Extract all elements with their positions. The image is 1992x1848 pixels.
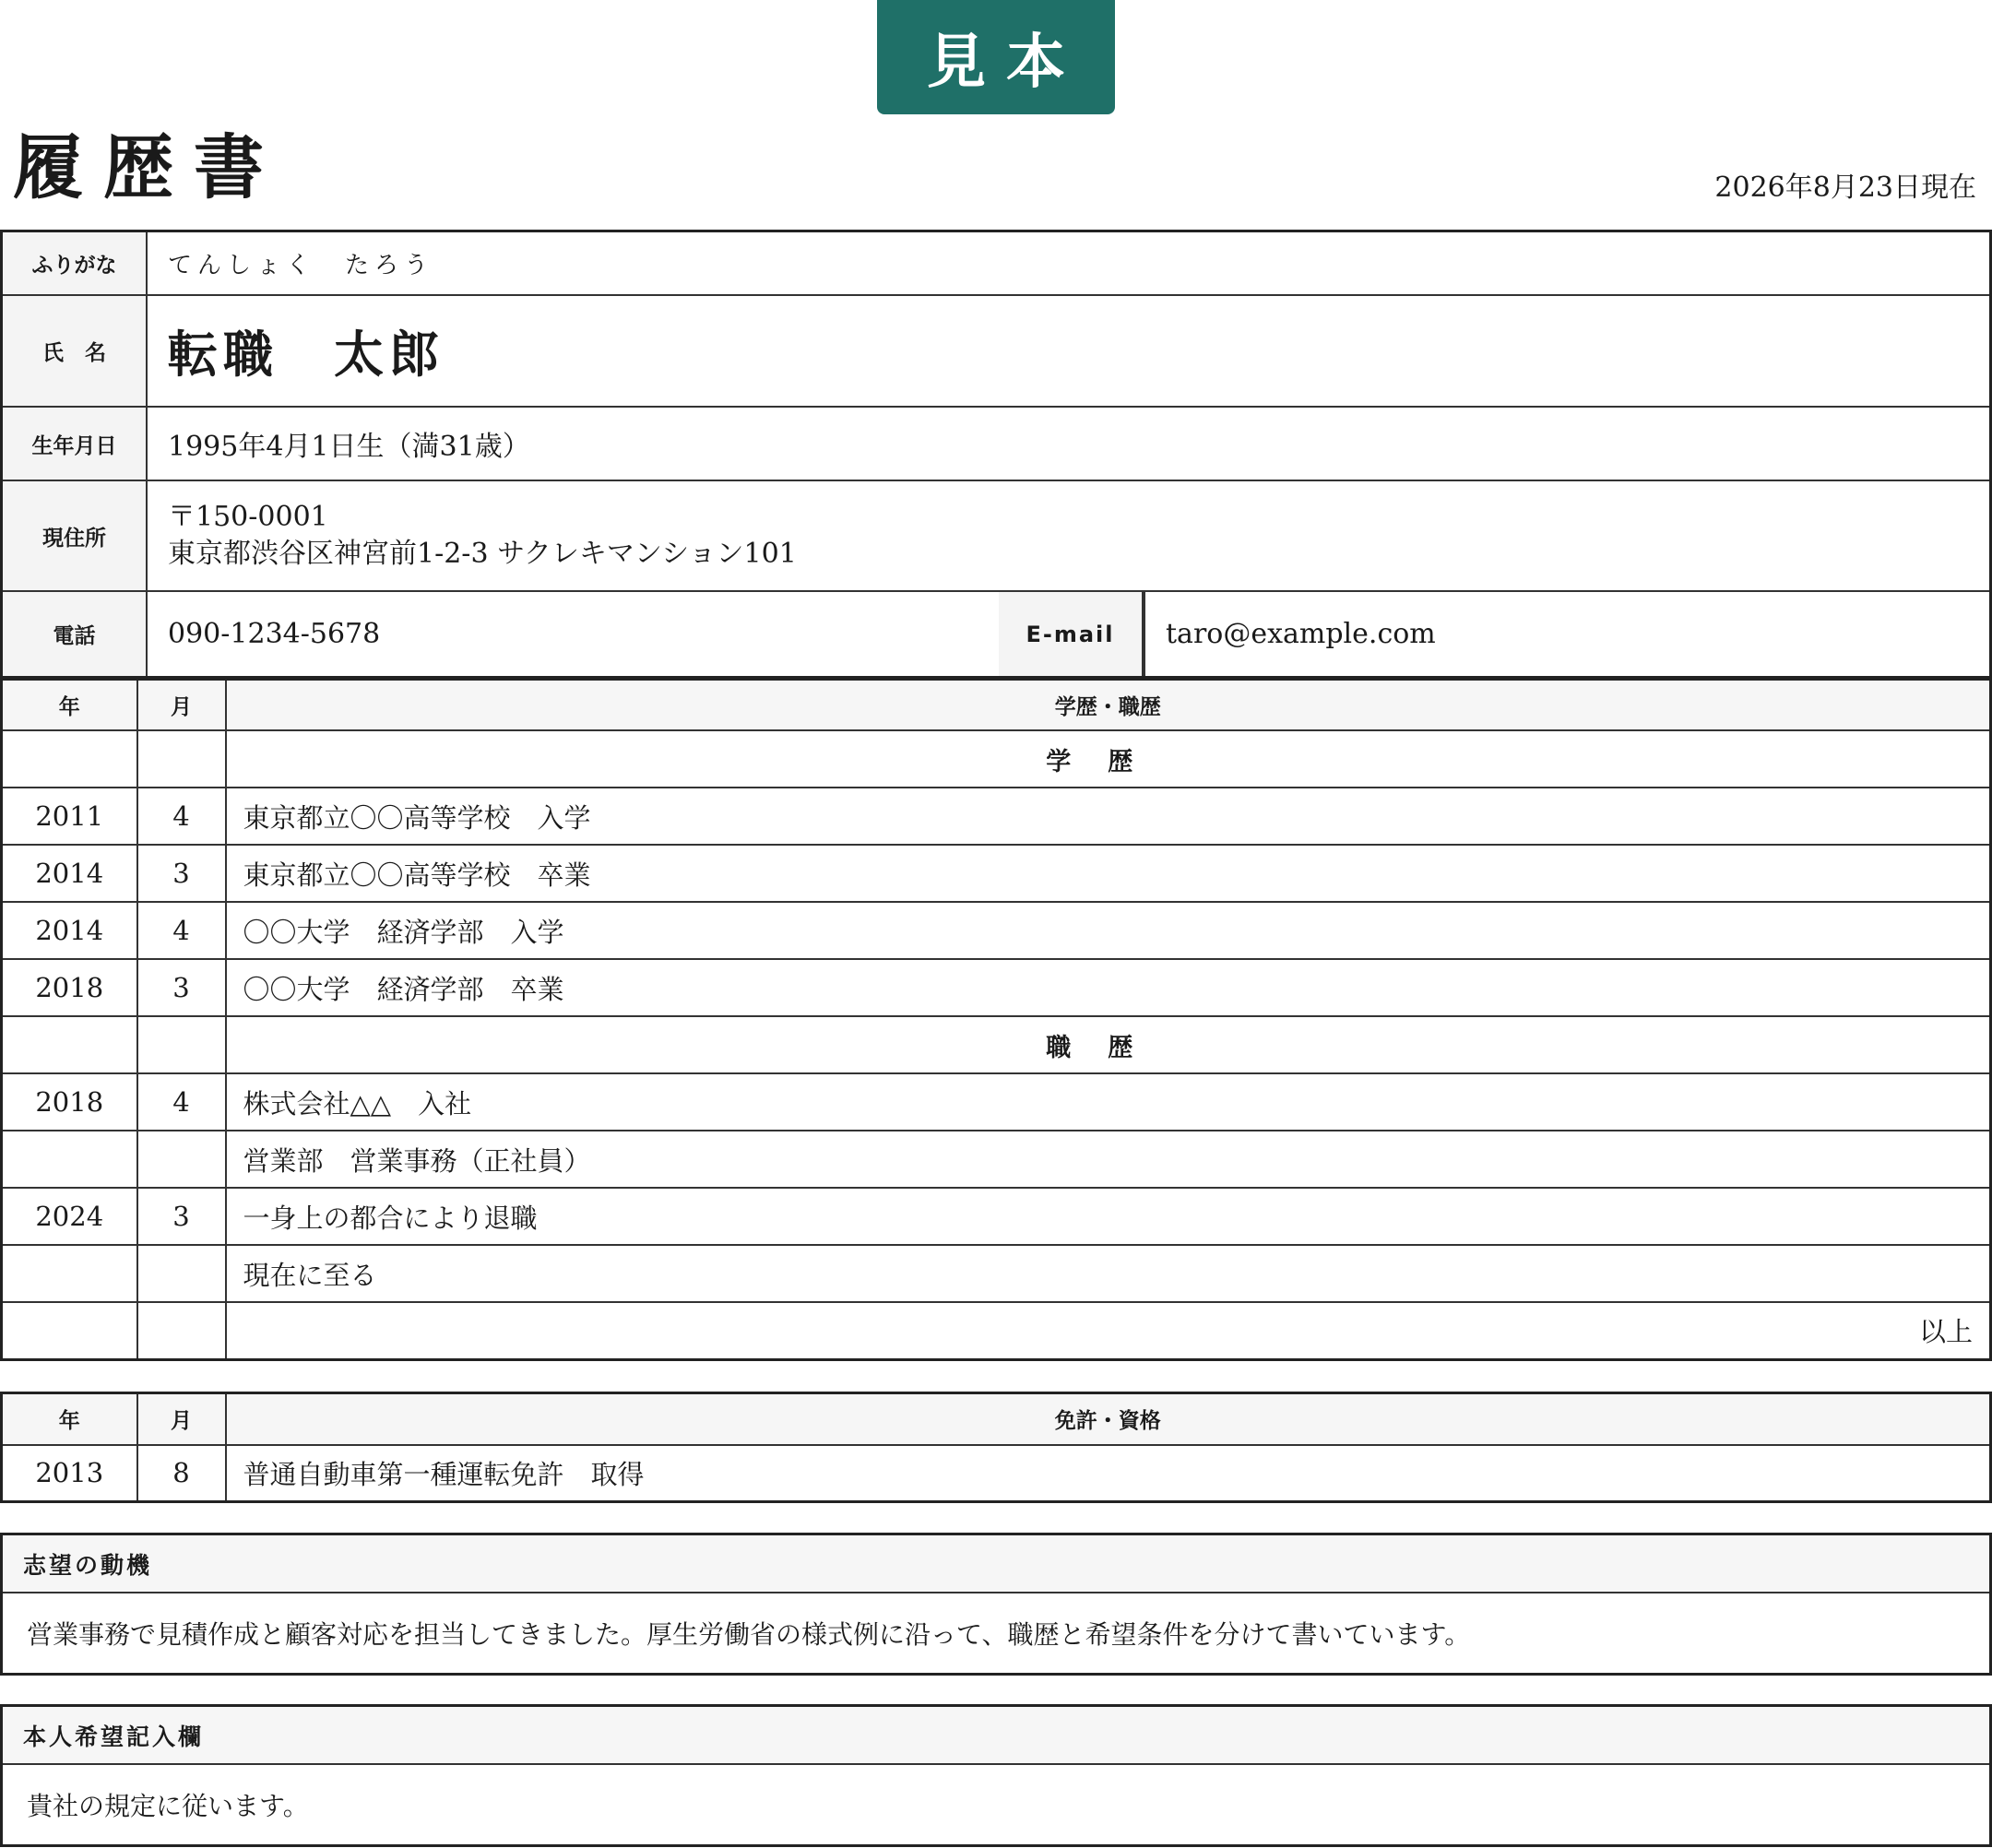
year-cell: 2013: [2, 1445, 137, 1502]
postal-code: 〒150-0001: [168, 501, 328, 533]
month-cell: 3: [137, 845, 226, 902]
birth-label: 生年月日: [3, 408, 148, 480]
desc-cell: 普通自動車第一種運転免許 取得: [226, 1445, 1991, 1502]
phone-label: 電話: [3, 592, 148, 676]
month-cell: 4: [137, 788, 226, 845]
license-header-row: [2, 1393, 1991, 1445]
wishes-label: 本人希望記入欄: [3, 1707, 1989, 1765]
furigana-value: てんしょく たろう: [168, 252, 434, 279]
name-row: [3, 296, 1989, 408]
table-row: [2, 1188, 1991, 1245]
table-row: [2, 788, 1991, 845]
desc-cell: 以上: [226, 1302, 1991, 1359]
address-value: [148, 481, 1989, 590]
personal-info: [0, 230, 1992, 680]
year-cell: [2, 1131, 137, 1188]
year-cell: 2018: [2, 959, 137, 1016]
sample-badge: 見本: [877, 0, 1115, 114]
desc-cell: 一身上の都合により退職: [226, 1188, 1991, 1245]
section-row: [2, 730, 1991, 788]
month-cell: 3: [137, 1188, 226, 1245]
month-cell: [137, 1016, 226, 1073]
table-row: [2, 902, 1991, 959]
year-header: 年: [2, 1393, 137, 1445]
desc-cell: 東京都立〇〇高等学校 入学: [226, 788, 1991, 845]
year-cell: 2014: [2, 845, 137, 902]
wishes-text: 貴社の規定に従います。: [27, 1791, 309, 1821]
address-text: 東京都渋谷区神宮前1-2-3 サクレキマンション101: [168, 538, 797, 570]
history-header-row: [2, 679, 1991, 730]
table-row: [2, 1302, 1991, 1359]
section-row: [2, 1016, 1991, 1073]
year-cell: [2, 1245, 137, 1302]
month-cell: [137, 730, 226, 788]
year-cell: 2014: [2, 902, 137, 959]
motivation-box: [0, 1533, 1992, 1676]
wishes-box: [0, 1704, 1992, 1847]
history-table: [0, 677, 1992, 1361]
month-cell: [137, 1302, 226, 1359]
as-of-date: 2026年8月23日現在: [1714, 172, 1976, 204]
license-table: [0, 1392, 1992, 1503]
name-value: 転職 太郎: [168, 325, 445, 384]
month-cell: 8: [137, 1445, 226, 1502]
contact-row: [3, 592, 1989, 676]
document-title: 履歴書: [13, 126, 284, 208]
history-desc-header: 学歴・職歴: [226, 679, 1991, 730]
address-row: [3, 481, 1989, 592]
table-row: [2, 1131, 1991, 1188]
month-cell: 3: [137, 959, 226, 1016]
table-row: [2, 1445, 1991, 1502]
year-cell: [2, 1302, 137, 1359]
year-cell: [2, 1016, 137, 1073]
desc-cell: 現在に至る: [226, 1245, 1991, 1302]
year-cell: 2024: [2, 1188, 137, 1245]
year-cell: 2018: [2, 1073, 137, 1131]
month-cell: [137, 1131, 226, 1188]
year-cell: [2, 730, 137, 788]
name-label: 氏 名: [3, 296, 148, 406]
desc-cell: 株式会社△△ 入社: [226, 1073, 1991, 1131]
table-row: [2, 1245, 1991, 1302]
email-label: E-mail: [999, 592, 1144, 676]
birth-value: 1995年4月1日生（満31歳）: [168, 431, 530, 463]
desc-cell: 職歴: [226, 1016, 1991, 1073]
license-desc-header: 免許・資格: [226, 1393, 1991, 1445]
birth-row: [3, 408, 1989, 481]
month-cell: 4: [137, 902, 226, 959]
desc-cell: 東京都立〇〇高等学校 卒業: [226, 845, 1991, 902]
year-cell: 2011: [2, 788, 137, 845]
month-cell: 4: [137, 1073, 226, 1131]
motivation-text: 営業事務で見積作成と顧客対応を担当してきました。厚生労働省の様式例に沿って、職歴と希望条件を分けて書いています。: [27, 1619, 1471, 1650]
desc-cell: 学歴: [226, 730, 1991, 788]
table-row: [2, 959, 1991, 1016]
month-header: 月: [137, 679, 226, 730]
email-value: taro@example.com: [1144, 592, 1989, 676]
month-cell: [137, 1245, 226, 1302]
month-header: 月: [137, 1393, 226, 1445]
year-header: 年: [2, 679, 137, 730]
furigana-label: ふりがな: [3, 232, 148, 294]
desc-cell: 〇〇大学 経済学部 卒業: [226, 959, 1991, 1016]
desc-cell: 営業部 営業事務（正社員）: [226, 1131, 1991, 1188]
table-row: [2, 1073, 1991, 1131]
address-label: 現住所: [3, 481, 148, 590]
desc-cell: 〇〇大学 経済学部 入学: [226, 902, 1991, 959]
phone-value: 090-1234-5678: [168, 618, 381, 650]
motivation-label: 志望の動機: [3, 1535, 1989, 1593]
table-row: [2, 845, 1991, 902]
furigana-row: [3, 232, 1989, 296]
